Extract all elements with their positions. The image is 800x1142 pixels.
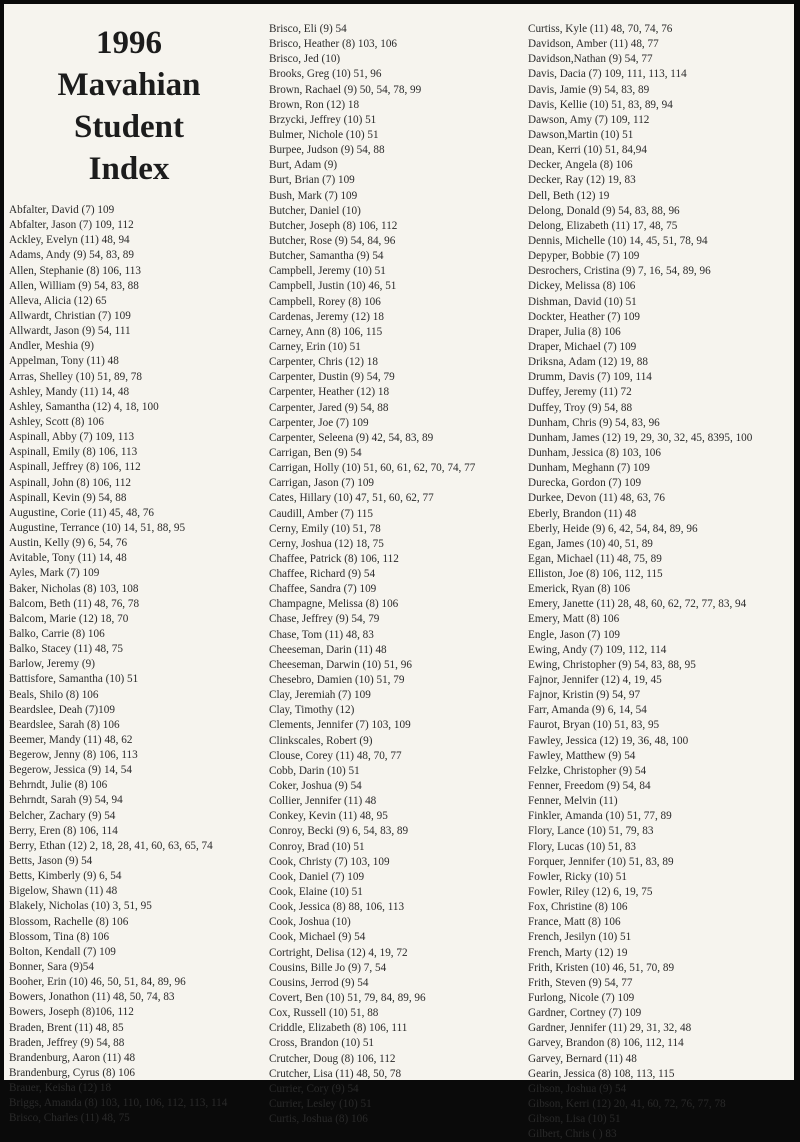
index-entry: Carpenter, Heather (12) 18 <box>269 386 390 399</box>
index-entry: Chaffee, Patrick (8) 106, 112 <box>269 552 399 565</box>
index-entry: Berry, Ethan (12) 2, 18, 28, 41, 60, 63, 65, 74 <box>9 839 213 852</box>
index-entry: Dickey, Melissa (8) 106 <box>528 280 636 293</box>
index-entry: Burpee, Judson (9) 54, 88 <box>269 144 385 157</box>
index-entry: Briggs, Amanda (8) 103, 110, 106, 112, 113, 114 <box>9 1097 228 1110</box>
index-entry: Frith, Steven (9) 54, 77 <box>528 976 633 989</box>
index-entry: Dunham, James (12) 19, 29, 30, 32, 45, 8395, 100 <box>528 431 753 444</box>
index-entry: Brisco, Charles (11) 48, 75 <box>9 1112 130 1125</box>
index-entry: Braden, Jeffrey (9) 54, 88 <box>9 1036 125 1049</box>
index-entry: Depyper, Bobbie (7) 109 <box>528 250 640 263</box>
index-entry: Baker, Nicholas (8) 103, 108 <box>9 582 139 595</box>
index-entry: Cook, Joshua (10) <box>269 916 351 929</box>
index-entry: Burt, Adam (9) <box>269 159 338 172</box>
index-entry: Fowler, Ricky (10) 51 <box>528 870 627 883</box>
index-entry: Blossom, Tina (8) 106 <box>9 930 110 943</box>
index-entry: Butcher, Joseph (8) 106, 112 <box>269 219 398 232</box>
index-entry: Cheeseman, Darin (11) 48 <box>269 643 387 656</box>
index-entry: Brisco, Heather (8) 103, 106 <box>269 38 398 51</box>
index-entry: Brandenburg, Aaron (11) 48 <box>9 1051 136 1064</box>
index-entry: Driksna, Adam (12) 19, 88 <box>528 356 648 369</box>
index-entry: Finkler, Amanda (10) 51, 77, 89 <box>528 810 672 823</box>
index-entry: Carpenter, Jared (9) 54, 88 <box>269 401 389 414</box>
index-entry: Decker, Angela (8) 106 <box>528 159 633 172</box>
index-entry: France, Matt (8) 106 <box>528 916 621 929</box>
index-entry: Davidson, Amber (11) 48, 77 <box>528 38 659 51</box>
index-entry: Bolton, Kendall (7) 109 <box>9 945 116 958</box>
index-entry: Fenner, Freedom (9) 54, 84 <box>528 780 651 793</box>
index-entry: Collier, Jennifer (11) 48 <box>269 795 377 808</box>
index-entry: Arras, Shelley (10) 51, 89, 78 <box>9 370 142 383</box>
index-entry: Allwardt, Jason (9) 54, 111 <box>9 325 131 338</box>
index-entry: Desrochers, Cristina (9) 7, 16, 54, 89, 96 <box>528 265 711 278</box>
index-entry: Augustine, Corie (11) 45, 48, 76 <box>9 506 155 519</box>
index-entry: Clinkscales, Robert (9) <box>269 734 373 747</box>
index-entry: Chase, Tom (11) 48, 83 <box>269 628 374 641</box>
index-entry: Balko, Carrie (8) 106 <box>9 627 105 640</box>
index-entry: Balcom, Beth (11) 48, 76, 78 <box>9 597 140 610</box>
index-entry: Fajnor, Jennifer (12) 4, 19, 45 <box>528 674 662 687</box>
index-entry: Coker, Joshua (9) 54 <box>269 780 362 793</box>
index-entry: Cook, Elaine (10) 51 <box>269 886 363 899</box>
index-entry: Engle, Jason (7) 109 <box>528 628 620 641</box>
index-entry: Balcom, Marie (12) 18, 70 <box>9 612 129 625</box>
index-entry: Abfalter, Jason (7) 109, 112 <box>9 219 134 232</box>
index-entry: Aspinall, Abby (7) 109, 113 <box>9 431 135 444</box>
index-entry: Flory, Lance (10) 51, 79, 83 <box>528 825 654 838</box>
index-entry: Curtis, Joshua (8) 106 <box>269 1113 368 1126</box>
index-entry: Currier, Cory (9) 54 <box>269 1082 359 1095</box>
index-entry: Gardner, Jennifer (11) 29, 31, 32, 48 <box>528 1022 692 1035</box>
index-entry: Andler, Meshia (9) <box>9 340 94 353</box>
index-entry: Cook, Daniel (7) 109 <box>269 870 365 883</box>
index-entry: Crutcher, Doug (8) 106, 112 <box>269 1052 396 1065</box>
index-entry: Cobb, Darin (10) 51 <box>269 764 360 777</box>
index-entry: Fenner, Melvin (11) <box>528 795 618 808</box>
index-entry: French, Marty (12) 19 <box>528 946 628 959</box>
index-entry: Eberly, Heide (9) 6, 42, 54, 84, 89, 96 <box>528 522 698 535</box>
index-entry: Gibson, Kerri (12) 20, 41, 60, 72, 76, 77, 78 <box>528 1097 726 1110</box>
index-entry: Butcher, Daniel (10) <box>269 204 361 217</box>
index-entry: Champagne, Melissa (8) 106 <box>269 598 399 611</box>
index-entry: Betts, Jason (9) 54 <box>9 855 93 868</box>
index-entry: Brooks, Greg (10) 51, 96 <box>269 68 382 81</box>
index-entry: Carpenter, Joe (7) 109 <box>269 416 369 429</box>
index-entry: Chesebro, Damien (10) 51, 79 <box>269 674 405 687</box>
index-entry: Clay, Timothy (12) <box>269 704 355 717</box>
index-entry: Dunham, Chris (9) 54, 83, 96 <box>528 416 660 429</box>
index-entry: Aspinall, John (8) 106, 112 <box>9 476 132 489</box>
index-entry: Ewing, Christopher (9) 54, 83, 88, 95 <box>528 658 696 671</box>
index-entry: Emery, Matt (8) 106 <box>528 613 620 626</box>
index-entry: Fox, Christine (8) 106 <box>528 901 628 914</box>
index-entry: Ashley, Samantha (12) 4, 18, 100 <box>9 400 159 413</box>
index-entry: Avitable, Tony (11) 14, 48 <box>9 552 127 565</box>
index-entry: Covert, Ben (10) 51, 79, 84, 89, 96 <box>269 992 426 1004</box>
index-entry: French, Jesilyn (10) 51 <box>528 931 632 944</box>
index-column-1 <box>9 203 264 1127</box>
index-entry: Beemer, Mandy (11) 48, 62 <box>9 733 133 746</box>
index-entry: Gibson, Joshua (9) 54 <box>528 1082 627 1095</box>
index-entry: Forquer, Jennifer (10) 51, 83, 89 <box>528 855 674 868</box>
index-entry: Brauer, Keisha (12) 18 <box>9 1082 112 1095</box>
index-entry: Chaffee, Richard (9) 54 <box>269 568 376 581</box>
index-entry: Bonner, Sara (9)54 <box>9 961 94 974</box>
index-entry: Blakely, Nicholas (10) 3, 51, 95 <box>9 900 152 913</box>
index-entry: Balko, Stacey (11) 48, 75 <box>9 643 123 656</box>
index-entry: Fowler, Riley (12) 6, 19, 75 <box>528 886 653 899</box>
index-entry: Dunham, Jessica (8) 103, 106 <box>528 446 661 459</box>
index-entry: Begerow, Jenny (8) 106, 113 <box>9 749 138 762</box>
index-entry: Dockter, Heather (7) 109 <box>528 310 641 323</box>
index-entry: Davis, Kellie (10) 51, 83, 89, 94 <box>528 98 673 111</box>
index-entry: Delong, Donald (9) 54, 83, 88, 96 <box>528 204 680 217</box>
index-entry: Dean, Kerri (10) 51, 84,94 <box>528 144 647 157</box>
index-entry: Gardner, Cortney (7) 109 <box>528 1007 642 1020</box>
index-entry: Durkee, Devon (11) 48, 63, 76 <box>528 492 665 505</box>
index-entry: Brisco, Jed (10) <box>269 53 341 66</box>
index-entry: Ashley, Scott (8) 106 <box>9 415 104 428</box>
index-entry: Frith, Kristen (10) 46, 51, 70, 89 <box>528 961 675 974</box>
index-entry: Gilbert, Chris ( ) 83 <box>528 1128 617 1141</box>
index-entry: Davidson,Nathan (9) 54, 77 <box>528 53 653 66</box>
index-entry: Decker, Ray (12) 19, 83 <box>528 174 636 187</box>
index-entry: Egan, James (10) 40, 51, 89 <box>528 537 653 550</box>
index-entry: Crutcher, Lisa (11) 48, 50, 78 <box>269 1067 402 1080</box>
index-entry: Belcher, Zachary (9) 54 <box>9 809 116 822</box>
index-entry: Aspinall, Kevin (9) 54, 88 <box>9 491 127 504</box>
index-entry: Adams, Andy (9) 54, 83, 89 <box>9 249 134 262</box>
index-entry: Carrigan, Ben (9) 54 <box>269 446 362 459</box>
index-entry: Allen, Stephanie (8) 106, 113 <box>9 264 141 277</box>
index-entry: Allen, William (9) 54, 83, 88 <box>9 279 139 292</box>
index-entry: Cortright, Delisa (12) 4, 19, 72 <box>269 946 408 959</box>
index-entry: Alleva, Alicia (12) 65 <box>9 294 107 307</box>
index-entry: Cook, Michael (9) 54 <box>269 931 366 944</box>
index-entry: Betts, Kimberly (9) 6, 54 <box>9 870 122 883</box>
index-entry: Conroy, Brad (10) 51 <box>269 840 365 853</box>
index-entry: Appelman, Tony (11) 48 <box>9 355 119 368</box>
index-entry: Bowers, Joseph (8)106, 112 <box>9 1006 134 1019</box>
index-entry: Brisco, Eli (9) 54 <box>269 23 347 35</box>
index-entry: Emerick, Ryan (8) 106 <box>528 583 631 596</box>
index-entry: Chaffee, Sandra (7) 109 <box>269 583 377 596</box>
index-entry: Brown, Rachael (9) 50, 54, 78, 99 <box>269 83 422 96</box>
index-entry: Carney, Erin (10) 51 <box>269 340 361 353</box>
title-year: 1996 <box>96 25 162 61</box>
index-entry: Abfalter, David (7) 109 <box>9 204 115 216</box>
index-entry: Beardslee, Sarah (8) 106 <box>9 718 120 731</box>
index-entry: Braden, Brent (11) 48, 85 <box>9 1021 124 1034</box>
index-entry: Cross, Brandon (10) 51 <box>269 1037 375 1050</box>
index-column-3 <box>528 22 792 1142</box>
index-entry: Caudill, Amber (7) 115 <box>269 507 373 520</box>
index-entry: Cardenas, Jeremy (12) 18 <box>269 310 384 323</box>
index-entry: Ayles, Mark (7) 109 <box>9 567 100 580</box>
index-entry: Butcher, Rose (9) 54, 84, 96 <box>269 234 396 247</box>
index-entry: Cook, Jessica (8) 88, 106, 113 <box>269 901 405 914</box>
index-entry: Behrndt, Sarah (9) 54, 94 <box>9 794 123 807</box>
index-entry: Dell, Beth (12) 19 <box>528 189 610 202</box>
index-entry: Cox, Russell (10) 51, 88 <box>269 1007 379 1020</box>
index-entry: Bowers, Jonathon (11) 48, 50, 74, 83 <box>9 991 175 1004</box>
index-entry: Conroy, Becki (9) 6, 54, 83, 89 <box>269 825 409 838</box>
index-entry: Clay, Jeremiah (7) 109 <box>269 689 371 702</box>
index-entry: Beals, Shilo (8) 106 <box>9 688 99 701</box>
index-entry: Cousins, Jerrod (9) 54 <box>269 976 369 989</box>
title-school: Mavahian <box>57 67 201 103</box>
index-entry: Dunham, Meghann (7) 109 <box>528 462 650 475</box>
index-entry: Curtiss, Kyle (11) 48, 70, 74, 76 <box>528 23 673 35</box>
index-entry: Carpenter, Chris (12) 18 <box>269 356 378 369</box>
index-entry: Bigelow, Shawn (11) 48 <box>9 885 118 898</box>
index-entry: Gibson, Lisa (10) 51 <box>528 1113 621 1126</box>
index-entry: Fajnor, Kristin (9) 54, 97 <box>528 689 641 702</box>
index-entry: Gearin, Jessica (8) 108, 113, 115 <box>528 1067 675 1080</box>
index-entry: Durecka, Gordon (7) 109 <box>528 477 642 490</box>
index-entry: Carpenter, Dustin (9) 54, 79 <box>269 371 395 384</box>
index-entry: Bulmer, Nichole (10) 51 <box>269 128 379 141</box>
index-entry: Furlong, Nicole (7) 109 <box>528 992 635 1004</box>
index-entry: Berry, Eren (8) 106, 114 <box>9 824 118 837</box>
index-entry: Blossom, Rachelle (8) 106 <box>9 915 129 928</box>
index-entry: Brown, Ron (12) 18 <box>269 98 360 111</box>
index-entry: Cousins, Bille Jo (9) 7, 54 <box>269 961 387 974</box>
index-entry: Butcher, Samantha (9) 54 <box>269 250 384 263</box>
index-entry: Beardslee, Deah (7)109 <box>9 703 115 716</box>
index-entry: Austin, Kelly (9) 6, 54, 76 <box>9 537 128 550</box>
index-entry: Duffey, Jeremy (11) 72 <box>528 386 632 399</box>
index-entry: Battisfore, Samantha (10) 51 <box>9 673 139 686</box>
index-entry: Cook, Christy (7) 103, 109 <box>269 855 390 868</box>
index-entry: Currier, Lesley (10) 51 <box>269 1097 372 1110</box>
index-entry: Allwardt, Christian (7) 109 <box>9 309 131 322</box>
index-entry: Clements, Jennifer (7) 103, 109 <box>269 719 411 732</box>
index-entry: Behrndt, Julie (8) 106 <box>9 779 108 792</box>
yearbook-index-page <box>4 4 794 1141</box>
index-entry: Chase, Jeffrey (9) 54, 79 <box>269 613 380 626</box>
index-entry: Davis, Jamie (9) 54, 83, 89 <box>528 83 650 96</box>
index-entry: Booher, Erin (10) 46, 50, 51, 84, 89, 96 <box>9 976 186 989</box>
index-entry: Cerny, Joshua (12) 18, 75 <box>269 537 384 550</box>
index-entry: Brzycki, Jeffrey (10) 51 <box>269 113 377 126</box>
index-entry: Felzke, Christopher (9) 54 <box>528 764 647 777</box>
index-entry: Ackley, Evelyn (11) 48, 94 <box>9 234 130 247</box>
index-entry: Ewing, Andy (7) 109, 112, 114 <box>528 643 667 656</box>
index-entry: Garvey, Brandon (8) 106, 112, 114 <box>528 1037 684 1050</box>
index-entry: Duffey, Troy (9) 54, 88 <box>528 401 633 414</box>
index-entry: Carney, Ann (8) 106, 115 <box>269 325 383 338</box>
title-index: Index <box>88 151 170 187</box>
index-entry: Delong, Elizabeth (11) 17, 48, 75 <box>528 219 678 232</box>
index-entry: Draper, Julia (8) 106 <box>528 325 621 338</box>
index-entry: Fawley, Jessica (12) 19, 36, 48, 100 <box>528 734 689 747</box>
title-student: Student <box>73 109 185 145</box>
index-entry: Dennis, Michelle (10) 14, 45, 51, 78, 94 <box>528 234 708 247</box>
index-entry: Elliston, Joe (8) 106, 112, 115 <box>528 568 663 581</box>
index-entry: Campbell, Rorey (8) 106 <box>269 295 381 308</box>
index-column-2 <box>269 22 524 1127</box>
index-entry: Brandenburg, Cyrus (8) 106 <box>9 1067 135 1080</box>
index-entry: Carpenter, Seleena (9) 42, 54, 83, 89 <box>269 431 434 444</box>
index-entry: Draper, Michael (7) 109 <box>528 340 637 353</box>
index-entry: Carrigan, Holly (10) 51, 60, 61, 62, 70, 74, 77 <box>269 462 476 475</box>
index-entry: Cates, Hillary (10) 47, 51, 60, 62, 77 <box>269 492 434 505</box>
index-entry: Cheeseman, Darwin (10) 51, 96 <box>269 658 412 671</box>
index-entry: Campbell, Jeremy (10) 51 <box>269 265 386 278</box>
index-entry: Eberly, Brandon (11) 48 <box>528 507 637 520</box>
index-entry: Cerny, Emily (10) 51, 78 <box>269 522 381 535</box>
index-entry: Begerow, Jessica (9) 14, 54 <box>9 764 132 777</box>
index-entry: Farr, Amanda (9) 6, 14, 54 <box>528 704 647 717</box>
index-entry: Aspinall, Jeffrey (8) 106, 112 <box>9 461 141 474</box>
index-entry: Dawson,Martin (10) 51 <box>528 128 634 141</box>
index-entry: Davis, Dacia (7) 109, 111, 113, 114 <box>528 68 687 81</box>
index-entry: Flory, Lucas (10) 51, 83 <box>528 840 637 853</box>
index-entry: Bush, Mark (7) 109 <box>269 189 358 202</box>
index-entry: Aspinall, Emily (8) 106, 113 <box>9 446 138 459</box>
index-entry: Drumm, Davis (7) 109, 114 <box>528 371 652 384</box>
index-entry: Conkey, Kevin (11) 48, 95 <box>269 810 388 823</box>
index-title <box>12 22 246 190</box>
index-entry: Clouse, Corey (11) 48, 70, 77 <box>269 749 402 762</box>
index-entry: Campbell, Justin (10) 46, 51 <box>269 280 397 293</box>
index-entry: Dishman, David (10) 51 <box>528 295 637 308</box>
index-entry: Faurot, Bryan (10) 51, 83, 95 <box>528 719 660 732</box>
index-entry: Burt, Brian (7) 109 <box>269 174 355 187</box>
index-entry: Carrigan, Jason (7) 109 <box>269 477 375 490</box>
index-entry: Garvey, Bernard (11) 48 <box>528 1052 637 1065</box>
index-entry: Ashley, Mandy (11) 14, 48 <box>9 385 130 398</box>
index-entry: Augustine, Terrance (10) 14, 51, 88, 95 <box>9 521 186 534</box>
index-entry: Barlow, Jeremy (9) <box>9 658 95 671</box>
index-entry: Egan, Michael (11) 48, 75, 89 <box>528 552 662 565</box>
index-entry: Dawson, Amy (7) 109, 112 <box>528 113 650 126</box>
index-entry: Criddle, Elizabeth (8) 106, 111 <box>269 1022 408 1035</box>
index-entry: Emery, Janette (11) 28, 48, 60, 62, 72, 77, 83, 94 <box>528 598 747 611</box>
index-entry: Fawley, Matthew (9) 54 <box>528 749 636 762</box>
